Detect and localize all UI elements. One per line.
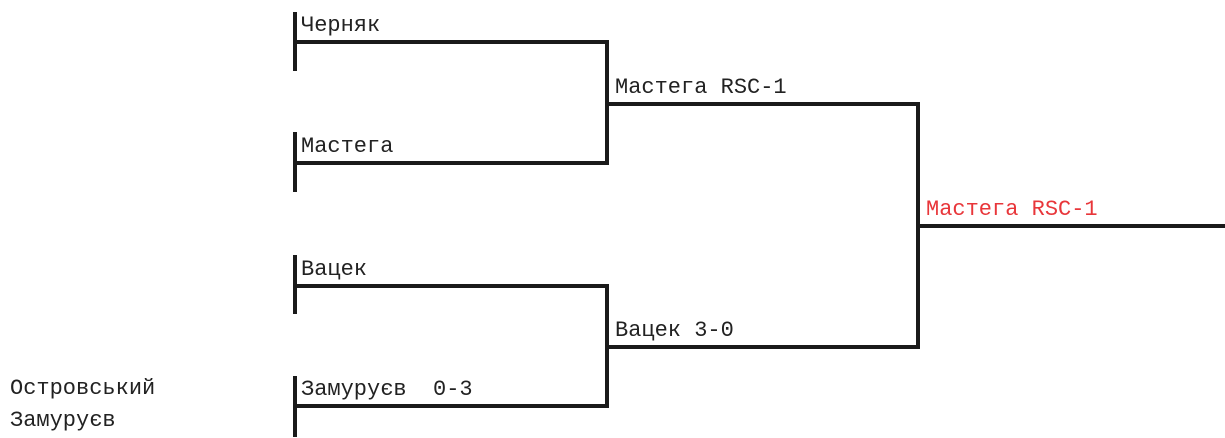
qf-entrant-label: Мастега (301, 134, 394, 159)
side-note-line1: Островський (10, 376, 156, 401)
sf-winner-label: Мастега RSC-1 (615, 75, 787, 100)
qf-entrant-label: Вацек (301, 257, 368, 282)
sf-winner-label: Вацек 3-0 (615, 318, 734, 343)
champion-label: Мастега RSC-1 (926, 197, 1098, 222)
qf-entrant-label: Замуруєв 0-3 (301, 377, 473, 402)
qf-entrant-label: Черняк (301, 13, 381, 38)
side-note-line2: Замуруєв (10, 408, 116, 433)
